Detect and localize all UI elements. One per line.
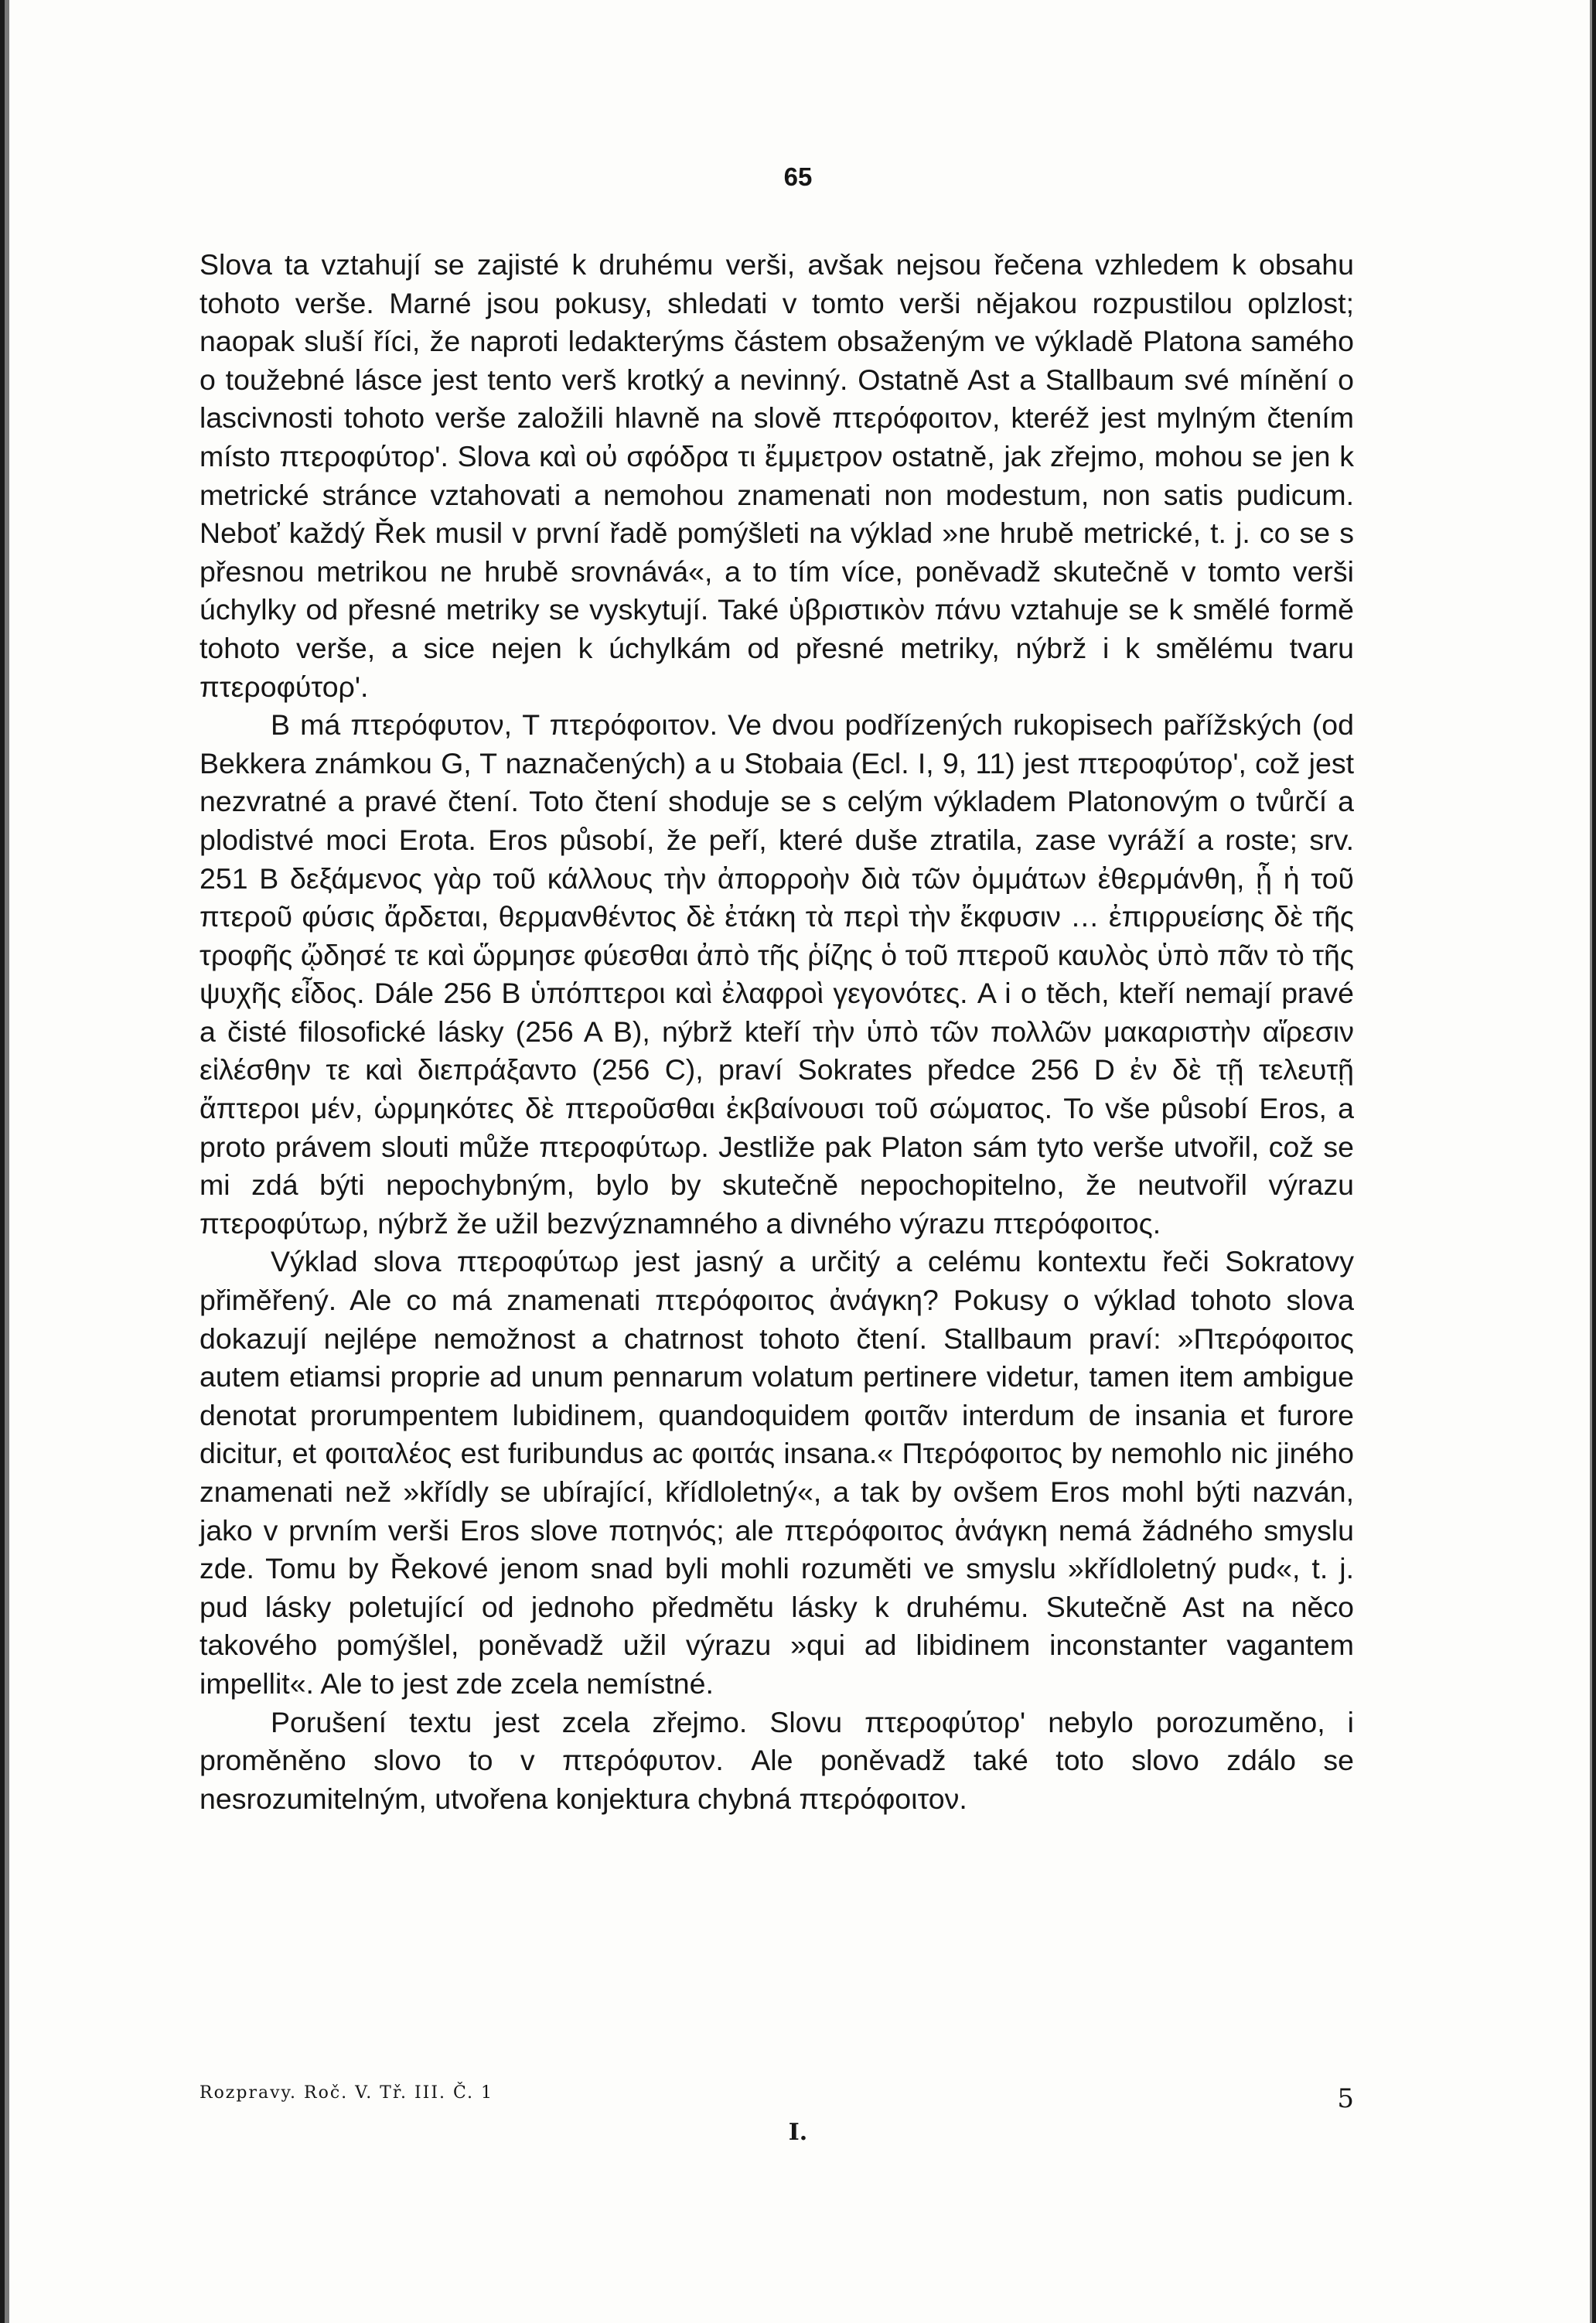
printer-signature: Rozpravy. Roč. V. Tř. III. Č. 1 [200, 2083, 494, 2103]
paragraph-1: Slova ta vztahují se zajisté k druhému verši, avšak nejsou řečena vzhledem k obsahu tohoto verše. Marné jsou pokusy, shledati v tomto verši nějakou rozpustilou oplzlost; naopak sluší říci, že naproti ledakterýms částem obsaženým ve výkladě Platona samého o toužebné lásce jest tento verš krotký a nevinný. Ostatně Ast a Stallbaum své mínění o lascivnosti tohoto verše založili hlavně na slově πτερόφοιτον, kteréž jest mylným čtením místo πτεροφύτορ'. Slova καὶ οὐ σφόδρα τι ἔμμετρον ostatně, jak zřejmo, mohou se jen k metrické stránce vztahovati a nemohou znamenati non modestum, non satis pudicum. Neboť každý Řek musil v první řadě pomýšleti na výklad »ne hrubě metrické, t. j. co se s přesnou metrikou ne hrubě srovnává«, a to tím více, poněvadž skutečně v tomto verši úchylky od přesné metriky se vyskytují. Také ὑβριστικὸν πάνυ vztahuje se k smělé formě tohoto verše, a sice nejen k úchylkám od přesné metriky, nýbrž i k smělému tvaru πτεροφύτορ'. [200, 248, 1354, 703]
sheet-number: 5 [1337, 2083, 1354, 2114]
body-text [200, 246, 1354, 1818]
sheet-mark: I. [788, 2119, 808, 2146]
scan-left-edge [0, 0, 9, 2323]
paragraph-4: Porušení textu jest zcela zřejmo. Slovu πτεροφύτορ' nebylo porozuměno, i proměněno slovo to v πτερόφυτον. Ale poněvadž také toto slovo zdálo se nesrozumitelným, utvořena konjektura chybná πτερόφοιτον. [200, 1705, 1354, 1815]
scan-right-edge [1590, 0, 1596, 2323]
paragraph-2: B má πτερόφυτον, T πτερόφοιτον. Ve dvou podřízených rukopisech pařížských (od Bekkera známkou G, T naznačených) a u Stobaia (Ecl. I, 9, 11) jest πτεροφύτορ', což jest nezvratné a pravé čtení. Toto čtení shoduje se s celým výkladem Platonovým o tvůrčí a plodistvé moci Erota. Eros působí, že peří, které duše ztratila, zase vyráží a roste; srv. 251 B δεξάμενος γὰρ τοῦ κάλλους τὴν ἀπορροὴν διὰ τῶν ὀμμάτων ἐθερμάνθη, ᾗ ἡ τοῦ πτεροῦ φύσις ἄρδεται, θερμανθέντος δὲ ἐτάκη τὰ περὶ τὴν ἔκφυσιν … ἐπιρρυείσης δὲ τῆς τροφῆς ᾤδησέ τε καὶ ὥρμησε φύεσθαι ἀπὸ τῆς ῥίζης ὁ τοῦ πτεροῦ καυλὸς ὑπὸ πᾶν τὸ τῆς ψυχῆς εἶδος. Dále 256 B ὑπόπτεροι καὶ ἐλαφροὶ γεγονότες. A i o těch, kteří nemají pravé a čisté filosofické lásky (256 A B), nýbrž kteří τὴν ὑπὸ τῶν πολλῶν μακαριστὴν αἵρεσιν εἱλέσθην τε καὶ διεπράξαντο (256 C), praví Sokrates předce 256 D ἐν δὲ τῇ τελευτῇ ἄπτεροι μέν, ὡρμηκότες δὲ πτεροῦσθαι ἐκβαίνουσι τοῦ σώματος. To vše působí Eros, a proto právem slouti může πτεροφύτωρ. Jestliže pak Platon sám tyto verše utvořil, což se mi zdá býti nepochybným, bylo by skutečně nepochopitelno, že neutvořil výrazu πτεροφύτωρ, nýbrž že užil bezvýznamného a divného výrazu πτερόφοιτος. [200, 708, 1354, 1240]
paragraph-3: Výklad slova πτεροφύτωρ jest jasný a určitý a celému kontextu řeči Sokratovy přiměřený. Ale co má znamenati πτερόφοιτος ἀνάγκη? Pokusy o výklad tohoto slova dokazují nejlépe nemožnost a chatrnost tohoto čtení. Stallbaum praví: »Πτερόφοιτος autem etiamsi proprie ad unum pennarum volatum pertinere videtur, tamen item ambigue denotat prorumpentem lubidinem, quandoquidem φοιτᾶν interdum de insania et furore dicitur, et φοιταλέος est furibundus ac φοιτάς insana.« Πτερόφοιτος by nemohlo nic jiného znamenati než »křídly se ubírající, křídloletný«, a tak by ovšem Eros mohl býti nazván, jako v prvním verši Eros slove ποτηνός; ale πτερόφοιτος ἀνάγκη nemá žádného smyslu zde. Tomu by Řekové jenom snad byli mohli rozuměti ve smyslu »křídloletný pud«, t. j. pud lásky poletující od jednoho předmětu lásky k druhému. Skutečně Ast na něco takového pomýšlel, poněvadž užil výrazu »qui ad libidinem inconstanter vagantem impellit«. Ale to jest zde zcela nemístné. [200, 1245, 1354, 1700]
page-number: 65 [783, 162, 813, 191]
